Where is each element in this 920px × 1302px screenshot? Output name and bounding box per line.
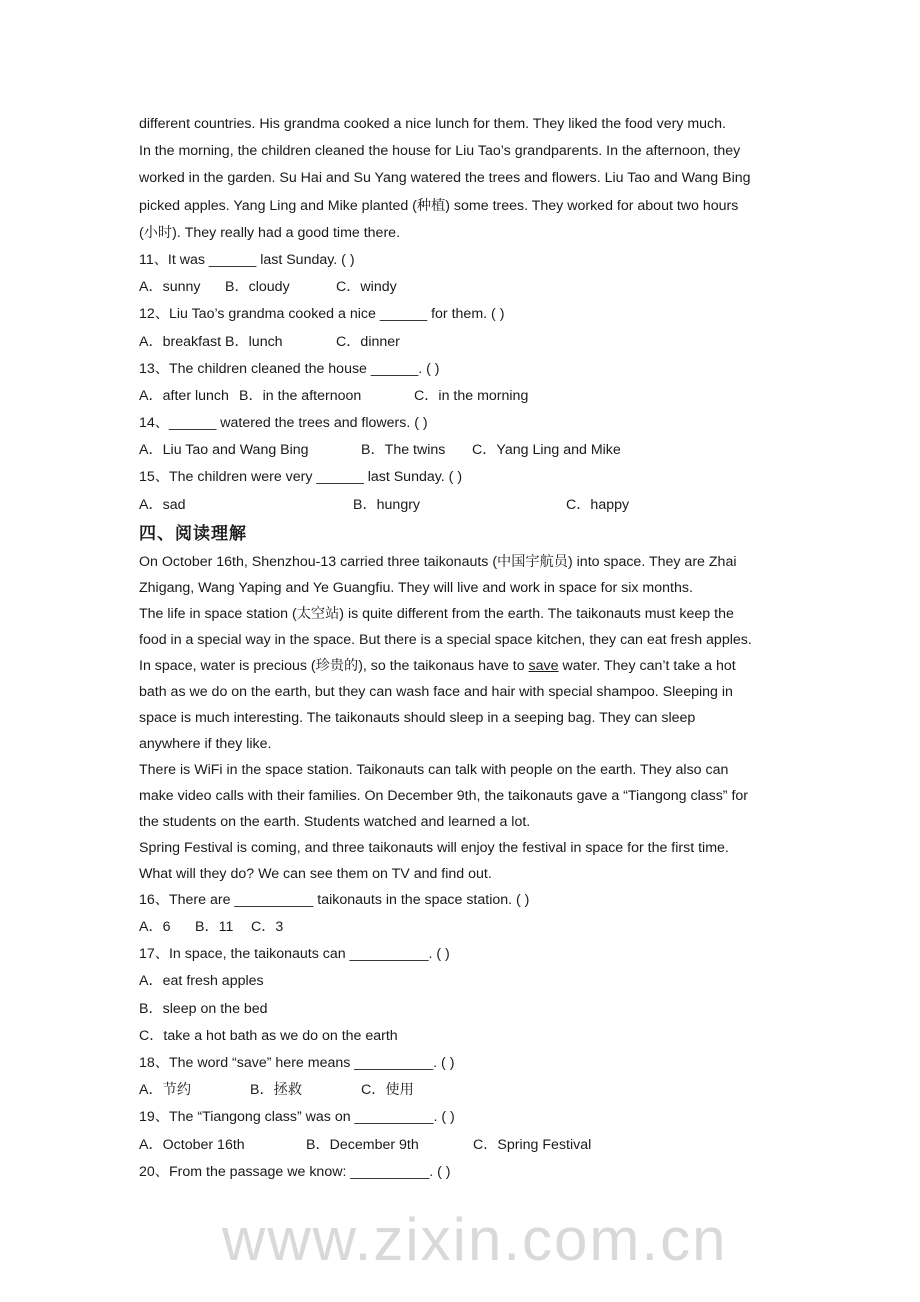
option-a[interactable]: A．sunny [139, 279, 201, 296]
options-19 [139, 1132, 799, 1159]
question-14: 14、______ watered the trees and flowers. ( ) [139, 415, 428, 432]
option-b[interactable]: B．lunch [225, 333, 283, 350]
option-b[interactable]: B．cloudy [225, 279, 290, 296]
section-heading: 四、阅读理解 [139, 523, 247, 543]
passage-2 [139, 549, 799, 887]
passage-line: bath as we do on the earth, but they can wash face and hair with special shampoo. Sleeping in [139, 683, 733, 700]
passage-line: What will they do? We can see them on TV and find out. [139, 865, 492, 882]
option-a[interactable]: A．节约 [139, 1082, 192, 1099]
passage-line: picked apples. Yang Ling and Mike planted (种植) some trees. They worked for about two hours [139, 197, 739, 214]
option-c[interactable]: C．Spring Festival [473, 1136, 592, 1153]
watermark: www.zixin.com.cn [222, 1206, 728, 1273]
option-a[interactable]: A．breakfast [139, 333, 222, 350]
option-a[interactable]: A．Liu Tao and Wang Bing [139, 442, 309, 459]
question-16: 16、There are __________ taikonauts in the space station. ( ) [139, 891, 530, 908]
option-c[interactable]: C．happy [566, 496, 630, 513]
underlined-word-save: save [528, 657, 559, 674]
line-text: water. They can’t take a hot [558, 657, 736, 674]
options-12 [139, 329, 799, 356]
question-17: 17、In space, the taikonauts can __________. ( ) [139, 946, 450, 963]
options-18 [139, 1077, 799, 1104]
option-b[interactable]: B．拯救 [250, 1082, 303, 1099]
options-15 [139, 492, 799, 519]
passage-line: worked in the garden. Su Hai and Su Yang watered the trees and flowers. Liu Tao and Wang Bing [139, 170, 751, 187]
passage-line: different countries. His grandma cooked a nice lunch for them. They liked the food very much. [139, 116, 726, 132]
option-b[interactable]: B．11 [195, 919, 234, 935]
passage-line: anywhere if they like. [139, 735, 272, 752]
option-b[interactable]: B．The twins [361, 442, 446, 459]
option-b[interactable]: B．in the afternoon [239, 387, 362, 404]
option-a[interactable]: A．6 [139, 919, 171, 935]
option-c[interactable]: C．windy [336, 279, 397, 296]
passage-line: space is much interesting. The taikonauts should sleep in a seeping bag. They can sleep [139, 709, 696, 726]
option-c[interactable]: C．in the morning [414, 387, 529, 404]
options-13 [139, 383, 799, 410]
passage-line: The life in space station (太空站) is quite different from the earth. The taikonauts must keep the [139, 605, 734, 622]
passage-line: make video calls with their families. On December 9th, the taikonauts gave a “Tiangong class” for [139, 787, 749, 804]
question-20: 20、From the passage we know: __________. ( ) [139, 1163, 451, 1180]
question-11: 11、It was ______ last Sunday. ( ) [139, 251, 355, 268]
passage-line: In the morning, the children cleaned the house for Liu Tao’s grandparents. In the afternoon, they [139, 143, 741, 160]
passage-line: Zhigang, Wang Yaping and Ye Guangfiu. They will live and work in space for six months. [139, 579, 693, 596]
option-b[interactable]: B．hungry [353, 496, 421, 513]
option-c[interactable]: C．dinner [336, 333, 400, 350]
passage-line: food in a special way in the space. But there is a special space kitchen, they can eat fresh apples. [139, 631, 752, 648]
option-a[interactable]: A．October 16th [139, 1136, 245, 1153]
option-b[interactable]: B．December 9th [306, 1136, 419, 1153]
option-c[interactable]: C．3 [251, 919, 284, 935]
passage-1 [139, 111, 799, 247]
passage-line [139, 653, 799, 679]
question-18: 18、The word “save” here means __________. ( ) [139, 1054, 455, 1071]
option-c[interactable]: C．take a hot bath as we do on the earth [139, 1027, 398, 1044]
question-19: 19、The “Tiangong class” was on __________. ( ) [139, 1109, 455, 1126]
option-b[interactable]: B．sleep on the bed [139, 1000, 268, 1017]
passage-line: Spring Festival is coming, and three taikonauts will enjoy the festival in space for the first time. [139, 839, 729, 856]
options-16 [139, 914, 799, 941]
question-12: 12、Liu Tao’s grandma cooked a nice ______ for them. ( ) [139, 306, 505, 323]
passage-line: the students on the earth. Students watched and learned a lot. [139, 813, 531, 830]
line-text: In space, water is precious (珍贵的), so the taikonaus have to [139, 657, 529, 674]
passage-line: On October 16th, Shenzhou-13 carried three taikonauts (中国宇航员) into space. They are Zhai [139, 553, 737, 570]
passage-line: (小时). They really had a good time there. [139, 224, 401, 241]
option-a[interactable]: A．sad [139, 496, 186, 513]
document-page [139, 111, 799, 1186]
option-c[interactable]: C．Yang Ling and Mike [472, 442, 621, 459]
options-11 [139, 274, 799, 301]
passage-line: There is WiFi in the space station. Taikonauts can talk with people on the earth. They also can [139, 761, 729, 778]
option-c[interactable]: C．使用 [361, 1082, 414, 1099]
options-14 [139, 437, 799, 464]
option-a[interactable]: A．eat fresh apples [139, 973, 264, 990]
question-15: 15、The children were very ______ last Sunday. ( ) [139, 469, 463, 486]
option-a[interactable]: A．after lunch [139, 387, 229, 404]
question-13: 13、The children cleaned the house ______. ( ) [139, 360, 440, 377]
